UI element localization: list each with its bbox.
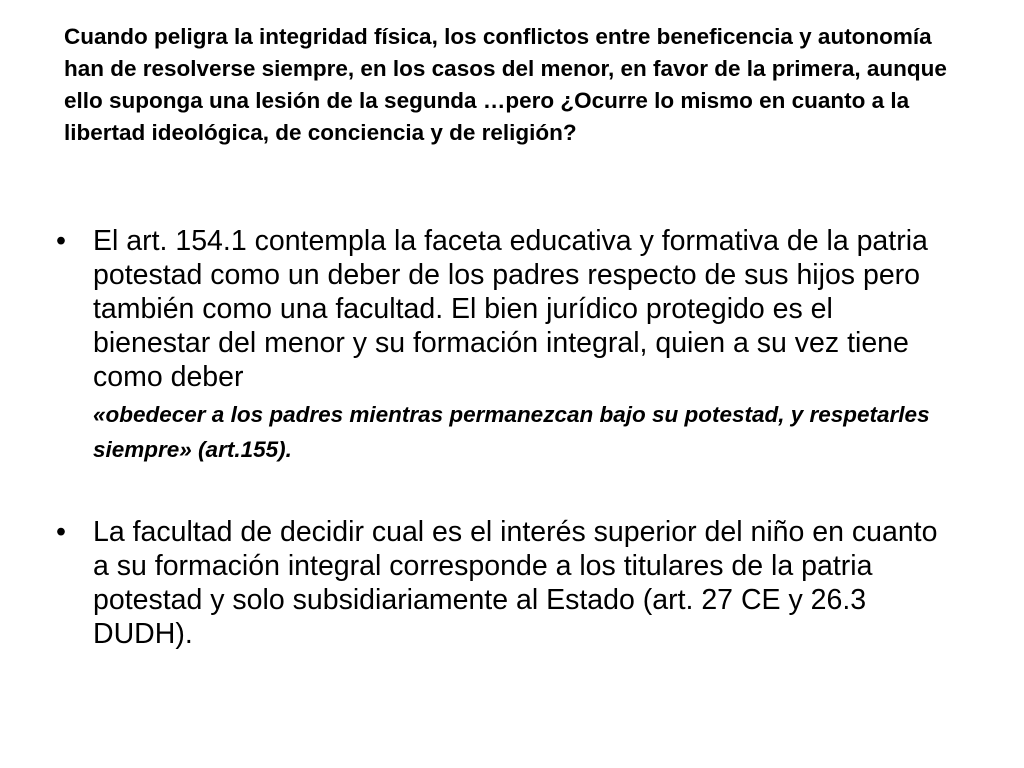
bullet-marker: • <box>56 516 66 548</box>
bullet-item-2 <box>0 515 953 651</box>
bullet-quote-1: «obedecer a los padres mientras permanezcan bajo su potestad, y respetarles siempre» (art.155). <box>93 402 930 462</box>
bullet-text-2: La facultad de decidir cual es el interés superior del niño en cuanto a su formación integral corresponde a los titulares de la patria potestad y solo subsidiariamente al Estado (art. 27 CE y 26.3 DUDH). <box>93 516 938 650</box>
slide-title: Cuando peligra la integridad física, los conflictos entre beneficencia y autonomía han de resolverse siempre, en los casos del menor, en favor de la primera, aunque ello suponga una lesión de la segunda …pero ¿Ocurre lo mismo en cuanto a la libertad ideológica, de conciencia y de religión? <box>64 24 947 145</box>
bullet-item-1 <box>0 224 953 466</box>
bullet-text-1: El art. 154.1 contempla la faceta educativa y formativa de la patria potestad como un deber de los padres respecto de sus hijos pero también como una facultad. El bien jurídico protegido es el bienestar del menor y su formación integral, quien a su vez tiene como deber <box>93 225 928 393</box>
bullet-list <box>0 224 1024 651</box>
bullet-marker: • <box>56 225 66 257</box>
